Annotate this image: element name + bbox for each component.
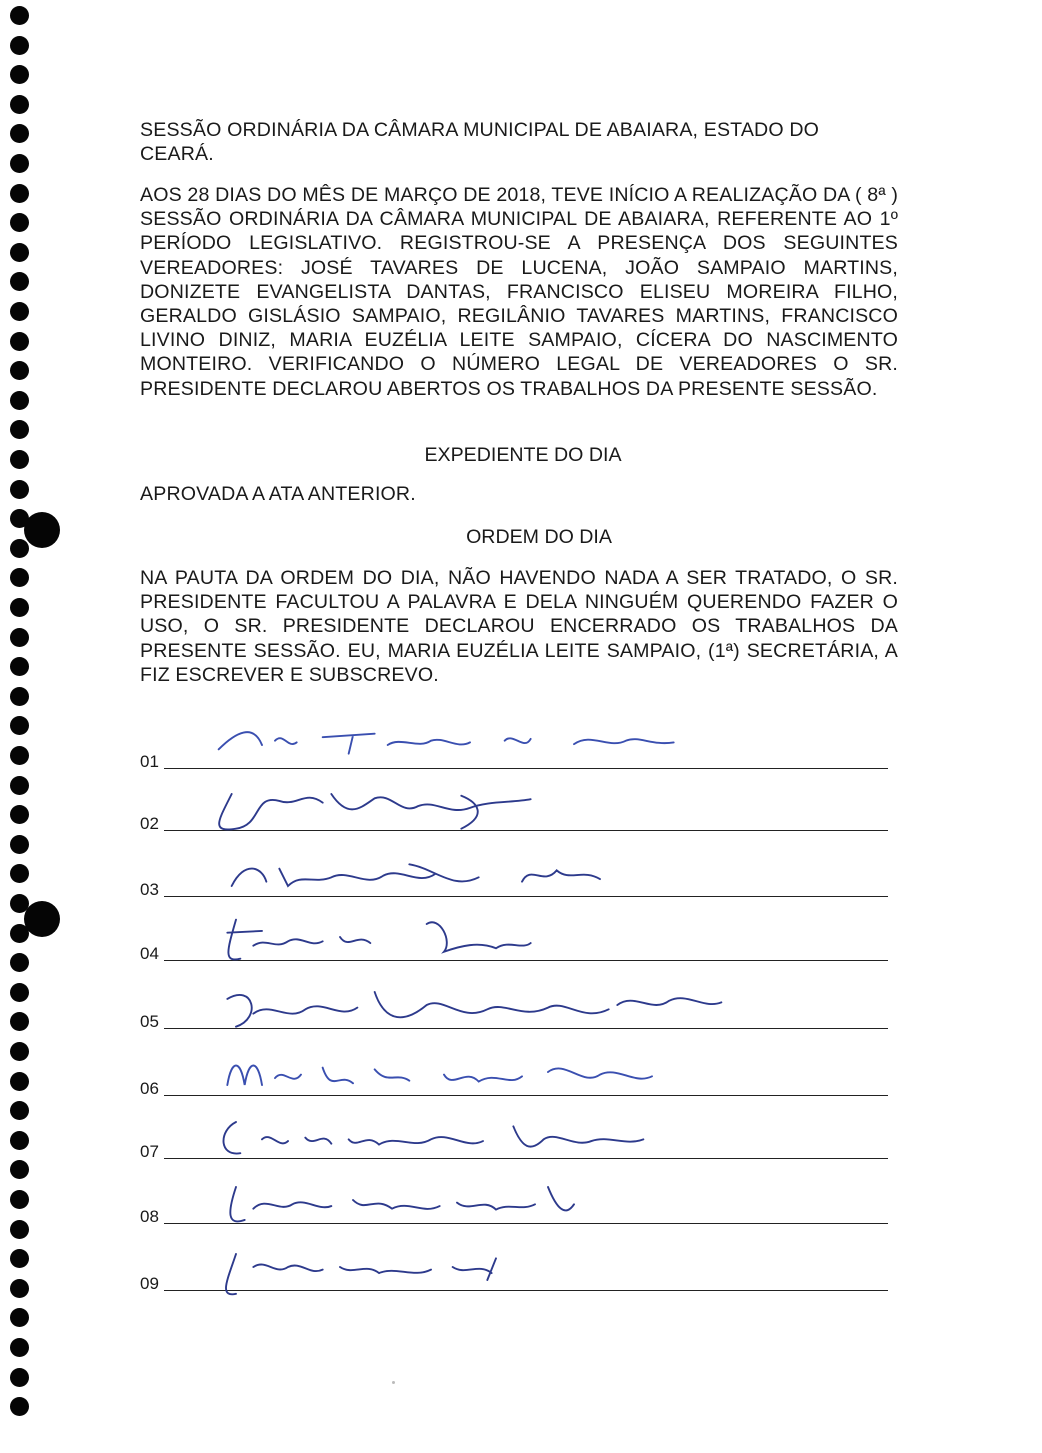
binder-hole bbox=[10, 36, 29, 55]
binder-hole bbox=[10, 1190, 29, 1209]
binder-hole bbox=[10, 746, 29, 765]
expediente-heading: EXPEDIENTE DO DIA bbox=[424, 444, 622, 466]
signature-number: 04 bbox=[140, 944, 159, 963]
signature-stroke bbox=[230, 1187, 574, 1221]
binder-hole bbox=[10, 272, 29, 291]
binder-hole bbox=[10, 1368, 29, 1387]
binder-hole bbox=[10, 568, 29, 587]
signature-row bbox=[140, 772, 888, 832]
signature-row bbox=[140, 1100, 888, 1160]
binder-hole bbox=[10, 95, 29, 114]
signature-row bbox=[140, 838, 888, 898]
signature-number: 02 bbox=[140, 814, 159, 833]
binder-hole bbox=[10, 243, 29, 262]
signature-number: 05 bbox=[140, 1012, 159, 1031]
signature-row bbox=[140, 1232, 888, 1292]
signature-row bbox=[140, 1037, 888, 1097]
binder-hole bbox=[10, 480, 29, 499]
signature-number: 07 bbox=[140, 1142, 159, 1161]
signature-stroke bbox=[227, 992, 721, 1027]
binder-hole bbox=[10, 1279, 29, 1298]
binder-hole bbox=[10, 361, 29, 380]
intro-paragraph: AOS 28 DIAS DO MÊS DE MARÇO DE 2018, TEVE INÍCIO A REALIZAÇÃO DA ( 8ª ) SESSÃO ORDINÁRIA DA CÂMARA MUNICIPAL DE ABAIARA, REFERENTE AO 1º PERÍODO LEGISLATIVO. REGISTROU-SE A PRESENÇA DOS SEGUINTES VEREADORES: JOSÉ TAVARES DE LUCENA, JOÃO SAMPAIO MARTINS, DONIZETE EVANGELISTA DANTAS, FRANCISCO ELISEU MOREIRA FILHO, GERALDO GISLÁSIO SAMPAIO, REGILÂNIO TAVARES MARTINS, FRANCISCO LIVINO DINIZ, MARIA EUZÉLIA LEITE SAMPAIO, CÍCERA DO NASCIMENTO MONTEIRO. VERIFICANDO O NÚMERO LEGAL DE VEREADORES O SR. PRESIDENTE DECLAROU ABERTOS OS TRABALHOS DA PRESENTE SESSÃO. bbox=[140, 184, 898, 400]
expediente-text: APROVADA A ATA ANTERIOR. bbox=[140, 483, 416, 505]
binder-hole bbox=[10, 598, 29, 617]
binder-hole bbox=[10, 1249, 29, 1268]
binder-hole bbox=[10, 124, 29, 143]
handwritten-signature bbox=[160, 898, 780, 976]
signature-stroke bbox=[232, 864, 600, 886]
binder-hole bbox=[10, 1308, 29, 1327]
binder-hole bbox=[10, 716, 29, 735]
session-title: SESSÃO ORDINÁRIA DA CÂMARA MUNICIPAL DE ABAIARA, ESTADO DO CEARÁ. bbox=[140, 119, 820, 166]
binder-hole bbox=[10, 154, 29, 173]
binder-hole bbox=[10, 1072, 29, 1091]
binder-hole bbox=[10, 628, 29, 647]
binder-hole bbox=[10, 450, 29, 469]
binder-hole bbox=[10, 776, 29, 795]
signature-stroke bbox=[226, 1254, 496, 1294]
binder-hole bbox=[10, 184, 29, 203]
signature-stroke bbox=[227, 920, 530, 960]
binder-hole-large bbox=[24, 901, 60, 937]
handwritten-signature bbox=[160, 1228, 780, 1306]
binder-hole-large bbox=[24, 512, 60, 548]
binder-hole bbox=[10, 1101, 29, 1120]
binder-hole bbox=[10, 1338, 29, 1357]
binder-hole bbox=[10, 1042, 29, 1061]
signature-number: 03 bbox=[140, 880, 159, 899]
binder-hole bbox=[10, 1131, 29, 1150]
binder-hole bbox=[10, 6, 29, 25]
signature-row bbox=[140, 902, 888, 962]
scan-speck bbox=[392, 1381, 395, 1384]
binder-hole bbox=[10, 420, 29, 439]
binder-hole bbox=[10, 391, 29, 410]
signature-stroke bbox=[219, 732, 674, 754]
signature-stroke bbox=[219, 794, 531, 829]
signature-number: 06 bbox=[140, 1079, 159, 1098]
signature-number: 09 bbox=[140, 1274, 159, 1293]
binder-hole bbox=[10, 213, 29, 232]
binder-hole bbox=[10, 687, 29, 706]
signature-row bbox=[140, 1165, 888, 1225]
binder-hole bbox=[10, 953, 29, 972]
binder-hole bbox=[10, 657, 29, 676]
signature-stroke bbox=[223, 1122, 643, 1154]
binder-hole bbox=[10, 983, 29, 1002]
binder-hole bbox=[10, 332, 29, 351]
signature-number: 01 bbox=[140, 752, 159, 771]
binder-hole bbox=[10, 1220, 29, 1239]
binder-holes bbox=[6, 6, 36, 1446]
signature-row bbox=[140, 710, 888, 770]
binder-hole bbox=[10, 1160, 29, 1179]
binder-hole bbox=[10, 539, 29, 558]
signature-number: 08 bbox=[140, 1207, 159, 1226]
binder-hole bbox=[10, 1012, 29, 1031]
binder-hole bbox=[10, 302, 29, 321]
signature-stroke bbox=[227, 1066, 652, 1086]
signature-row bbox=[140, 970, 888, 1030]
binder-hole bbox=[10, 835, 29, 854]
binder-hole bbox=[10, 805, 29, 824]
binder-hole bbox=[10, 65, 29, 84]
binder-hole bbox=[10, 1397, 29, 1416]
binder-hole bbox=[10, 864, 29, 883]
ordem-paragraph: NA PAUTA DA ORDEM DO DIA, NÃO HAVENDO NADA A SER TRATADO, O SR. PRESIDENTE FACULTOU A PALAVRA E DELA NINGUÉM QUERENDO FAZER O USO, O SR. PRESIDENTE DECLAROU ENCERRADO OS TRABALHOS DA PRESENTE SESSÃO. EU, MARIA EUZÉLIA LEITE SAMPAIO, (1ª) SECRETÁRIA, A FIZ ESCREVER E SUBSCREVO. bbox=[140, 567, 898, 686]
ordem-heading: ORDEM DO DIA bbox=[466, 526, 612, 548]
